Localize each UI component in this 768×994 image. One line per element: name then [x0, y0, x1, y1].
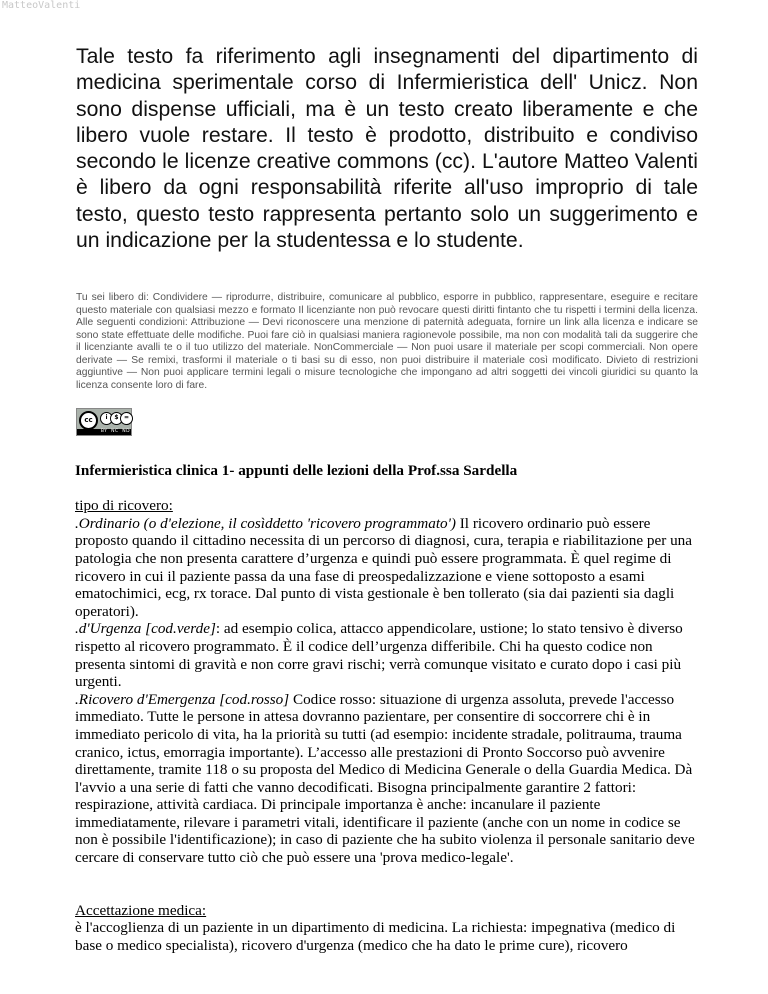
license-text: Tu sei libero di: Condividere — riprodurre, distribuire, comunicare al pubblico, esporre in pubblico, rappresentare, eseguire e recitare questo materiale con qualsiasi mezzo e formato Il licenziante non può revocare questi diritti fintanto che tu rispetti i termini della licenza. Alle seguenti condizioni: Attribuzione — Devi riconoscere una menzione di paternità adeguata, fornire un link alla licenza e indicare se sono state effettuate delle modifiche. Puoi fare ciò in qualsiasi maniera ragionevole possibile, ma non con modalità tali da suggerire che il licenziante avalli te o il tuo utilizzo del materiale. NonCommerciale — Non puoi usare il materiale per scopi commerciali. Non opere derivate — Se remixi, trasformi il materiale o ti basi su di esso, non puoi distribuire il materiale così modificato. Divieto di restrizioni aggiuntive — Non puoi applicare termini legali o misure tecnologiche che impongano ad altri soggetti dei vincoli giuridici su quanto la licenza consente loro di fare. — [76, 292, 698, 391]
paragraph-urgenza — [75, 620, 703, 690]
text-urgenza: : ad esempio colica, attacco appendicolare, ustione; lo stato tensivo è diverso rispetto al ricovero programmato. È il codice dell’urgenza differibile. Chi ha questo codice non presenta sintomi di gravità e non corre gravi rischi; verrà comunque visitato e curato dopo i casi più urgenti. — [75, 620, 683, 691]
label-emergenza: .Ricovero d'Emergenza [cod.rosso] — [75, 690, 290, 708]
intro-paragraph: Tale testo fa riferimento agli insegnamenti del dipartimento di medicina sperimentale corso di Infermieristica dell' Unicz. Non sono dispense ufficiali, ma è un testo creato liberamente e che libero vuole restare. Il testo è prodotto, distribuito e condiviso secondo le licenze creative commons (cc). L'autore Matteo Valenti è libero da ogni responsabilità riferite all'uso improprio di tale testo, questo testo rappresenta pertanto solo un suggerimento e un indicazione per la studentessa e lo studente. — [76, 45, 698, 253]
paragraph-accettazione: è l'accoglienza di un paziente in un dipartimento di medicina. La richiesta: impegnativa (medico di base o medico specialista), ricovero d'urgenza (medico che ha dato le prime cure), ricovero — [75, 919, 676, 954]
paragraph-ordinario — [75, 515, 703, 621]
section-title-accettazione: Accettazione medica: — [75, 901, 207, 919]
label-urgenza: .d'Urgenza [cod.verde] — [75, 620, 216, 638]
text-ordinario: Il ricovero ordinario può essere proposto quando il cittadino necessita di un percorso di diagnosi, cura, terapia e riabilitazione per una patologia che non presenta carattere d’urgenza e quindi può essere programmata. È quel regime di ricovero in cui il paziente passa da una fase di preospedalizzazione e viene sottoposto a esami ematochimici, ecg, rx torace. Dal punto di vista gestionale è ben tollerato (sia dai pazienti sia dagli operatori). — [75, 514, 693, 620]
badge-label-nd: ND — [122, 429, 131, 434]
badge-label-nc: NC — [111, 429, 119, 434]
text-emergenza: Codice rosso: situazione di urgenza assoluta, prevede l'accesso immediato. Tutte le persone in attesa dovranno pazientare, per consentire di soccorrere chi è in immediato pericolo di vita, ha la priorità su tutti (ad esempio: incidente stradale, politrauma, trauma cranico, ictus, emorragia importante). L’accesso alle prestazioni di Pronto Soccorso può avvenire direttamente, tramite 118 o su proposta del Medico di Medicina Generale o della Guardia Medica. Dà l'avvio a una serie di fatti che vanno decodificati. Bisogna principalmente garantire 2 fattori: respirazione, attività cardiaca. Di principale importanza è anche: incanulare il paziente immediatamente, rilevare i parametri vitali, identificare il paziente (anche con un nome in codice se non è possibile l'identificazione); in caso di paziente che ha subito violenza il personale sanitario deve cercare di conservare tutto ciò che può essere una 'prova medico-legale'. — [75, 690, 695, 867]
noncommercial-icon: $ — [110, 412, 123, 425]
cc-icon: cc — [79, 411, 98, 430]
document-body — [75, 462, 703, 954]
cc-license-badge[interactable] — [76, 408, 132, 436]
section-spacer — [75, 867, 703, 902]
document-heading: Infermieristica clinica 1- appunti delle lezioni della Prof.ssa Sardella — [75, 462, 518, 479]
noderivatives-icon: = — [120, 412, 133, 425]
section-title-tipo-ricovero: tipo di ricovero: — [75, 497, 173, 515]
label-ordinario: .Ordinario (o d'elezione, il cosìddetto 'ricovero programmato') — [75, 514, 456, 532]
attribution-icon: i — [100, 412, 113, 425]
badge-labels — [99, 429, 132, 434]
paragraph-emergenza — [75, 691, 703, 867]
watermark: MatteoValenti — [2, 0, 81, 11]
badge-label-by: BY — [100, 429, 108, 434]
